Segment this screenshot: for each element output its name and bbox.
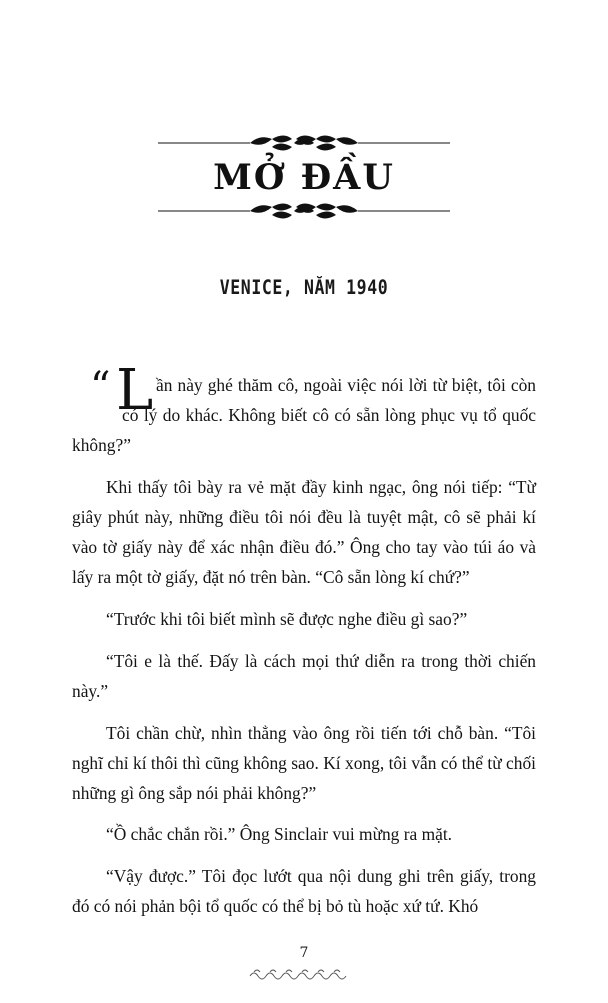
body-text bbox=[72, 358, 536, 922]
page-footer bbox=[0, 945, 608, 981]
paragraph-1 bbox=[72, 358, 536, 461]
paragraph-1-text: ần này ghé thăm cô, ngoài việc nói lời từ biệt, tôi còn có lý do khác. Không biết cô có sẵn lòng phục vụ tổ quốc không?” bbox=[72, 375, 536, 456]
dropcap-letter: L bbox=[116, 358, 154, 424]
page-title: MỞ ĐẦU bbox=[213, 157, 395, 198]
flourish-divider-icon bbox=[72, 132, 536, 154]
paragraph-7: “Vậy được.” Tôi đọc lướt qua nội dung ghi trên giấy, trong đó có nói phản bội tổ quốc có thể bị bỏ tù hoặc xứ tứ. Khó bbox=[72, 866, 536, 917]
paragraph-6: “Ồ chắc chắn rồi.” Ông Sinclair vui mừng ra mặt. bbox=[106, 824, 453, 845]
chapter-heading bbox=[72, 132, 536, 297]
paragraph-5: Tôi chần chừ, nhìn thẳng vào ông rồi tiến tới chỗ bàn. “Tôi nghĩ chỉ kí thôi thì cũng không sao. Kí xong, tôi vẫn có thể từ chối những gì ông sắp nói phải không?” bbox=[72, 722, 536, 803]
paragraph-3: “Trước khi tôi biết mình sẽ được nghe điều gì sao?” bbox=[106, 608, 468, 629]
book-page bbox=[0, 132, 608, 1003]
paragraph-4: “Tôi e là thế. Đấy là cách mọi thứ diễn ra trong thời chiến này.” bbox=[72, 650, 536, 701]
chapter-subtitle: VENICE, NĂM 1940 bbox=[219, 276, 389, 299]
page-number: 7 bbox=[299, 945, 309, 961]
dropcap-group bbox=[72, 358, 154, 424]
paragraph-2: Khi thấy tôi bày ra vẻ mặt đầy kinh ngạc, ông nói tiếp: “Từ giây phút này, những điều tôi nói đều là tuyệt mật, cô sẽ phải kí vào tờ giấy này để xác nhận điều đó.” Ông cho tay vào túi áo và lấy ra một tờ giấy, đặt nó trên bàn. “Cô sẵn lòng kí chứ?” bbox=[72, 477, 536, 587]
flourish-divider-icon-bottom bbox=[72, 200, 536, 222]
open-quote-mark: “ bbox=[90, 364, 111, 411]
scroll-ornament-icon bbox=[0, 967, 608, 981]
